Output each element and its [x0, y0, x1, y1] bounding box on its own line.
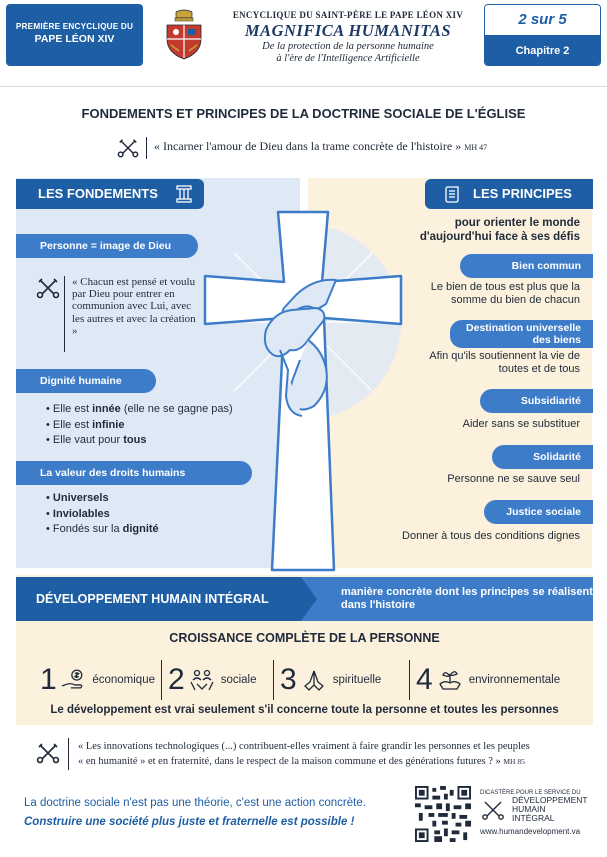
dignite-label: Dignité humaine — [16, 369, 156, 393]
badge-line1: PREMIÈRE ENCYCLIQUE DU — [15, 22, 134, 31]
developpement-subtitle: manière concrète dont les principes se réalisent dans l'histoire — [301, 577, 593, 621]
dicastery-name-3: INTÉGRAL — [512, 813, 555, 823]
dignite-list — [46, 402, 256, 449]
encyclical-subtitle-line: ENCYCLIQUE DU SAINT-PÈRE LE PAPE LÉON XIV — [232, 10, 464, 20]
arrow-tip — [301, 577, 317, 621]
column-icon — [176, 185, 192, 203]
people-hands-icon — [189, 668, 215, 692]
droits-label: La valeur des droits humains — [16, 461, 252, 485]
developpement-statement: Le développement est vrai seulement s'il concerne toute la personne et toutes les personnes — [50, 704, 559, 716]
crossed-keys-icon — [36, 276, 60, 300]
encyclical-description-1: De la protection de la personne humaine — [262, 41, 434, 52]
list-item: • Universels — [46, 491, 246, 507]
money-hand-icon — [61, 668, 87, 692]
list-item: • Inviolables — [46, 507, 246, 523]
dicastery-small: DICASTÈRE POUR LE SERVICE DU — [480, 790, 581, 796]
bottom-quote-line2: « en humanité » et en fraternité, dans le respect de la maison commune et des générations futures ? » — [78, 755, 501, 767]
justice-text: Donner à tous des conditions dignes — [402, 530, 580, 542]
list-item: • Fondés sur la dignité — [46, 522, 246, 538]
list-item: • Elle est infinie — [46, 418, 256, 434]
developpement-title: DÉVELOPPEMENT HUMAIN INTÉGRAL — [16, 577, 301, 621]
personne-label: Personne = image de Dieu — [16, 234, 198, 258]
bien-commun-text: Le bien de tous est plus que la somme du bien de chacun — [430, 281, 580, 306]
top-quote — [154, 139, 584, 154]
dimension-item: 4 environnementale — [416, 663, 561, 696]
solidarite-label: Solidarité — [492, 445, 593, 469]
encyclical-title: MAGNIFICA HUMANITAS — [244, 21, 452, 40]
dicastery-name-2: HUMAIN — [512, 804, 546, 814]
encyclical-description-2: à l'ère de l'Intelligence Artificielle — [276, 53, 420, 64]
quote-divider — [68, 738, 69, 770]
solidarite-text: Personne ne se sauve seul — [447, 473, 580, 485]
top-quote-text: « Incarner l'amour de Dieu dans la trame concrète de l'histoire » — [154, 139, 462, 153]
bottom-quote-line1: « Les innovations technologiques (...) contribuent-elles vraiment à faire grandir les personnes et les peuples — [78, 741, 530, 752]
chapter-label: Chapitre 2 — [485, 35, 600, 66]
footer-statement: La doctrine sociale n'est pas une théorie, c'est une action concrète. — [24, 797, 366, 809]
subsidiarite-label: Subsidiarité — [480, 389, 593, 413]
list-item: • Elle est innée (elle ne se gagne pas) — [46, 402, 256, 418]
encyclical-badge — [6, 4, 143, 66]
badge-line2: PAPE LÉON XIV — [34, 33, 115, 45]
droits-list — [46, 491, 246, 538]
dimension-item: 1 économique — [34, 660, 162, 700]
footer-call-to-action: Construire une société plus juste et fraternelle est possible ! — [24, 816, 355, 828]
quote-divider — [64, 276, 65, 352]
crossed-keys-icon — [117, 137, 139, 159]
plant-hand-icon — [437, 668, 463, 692]
destination-text: Afin qu'ils soutiennent la vie de toutes et de tous — [429, 350, 580, 375]
praying-hands-icon — [301, 668, 327, 692]
fondements-title: LES FONDEMENTS — [38, 186, 158, 201]
encyclical-header — [214, 10, 482, 65]
principes-intro: pour orienter le monde d'aujourd'hui face à ses défis — [419, 217, 580, 243]
papal-crest-icon — [163, 9, 205, 61]
bottom-quote-ref: MH 85 — [503, 756, 525, 766]
personne-quote: « Chacun est pensé et voulu par Dieu pour entrer en communion avec Lui, avec les autres et avec la création » — [72, 276, 196, 337]
dicastery-url[interactable]: www.humandevelopment.va — [480, 827, 581, 836]
principes-title: LES PRINCIPES — [473, 186, 572, 201]
page-number: 2 sur 5 — [485, 5, 600, 35]
fondements-header — [16, 179, 204, 209]
scroll-icon — [445, 185, 461, 203]
list-item: • Elle vaut pour tous — [46, 433, 256, 449]
quote-divider — [146, 137, 147, 159]
subsidiarite-text: Aider sans se substituer — [462, 418, 580, 430]
bien-commun-label: Bien commun — [460, 254, 593, 278]
page-indicator — [484, 4, 601, 66]
header-divider — [0, 86, 607, 87]
dimension-item: 2 sociale — [162, 660, 274, 700]
top-quote-ref: MH 47 — [464, 143, 488, 152]
crossed-keys-icon — [480, 799, 506, 821]
principes-header — [425, 179, 593, 209]
dimension-item: 3 spirituelle — [274, 660, 410, 700]
justice-label: Justice sociale — [484, 500, 593, 524]
destination-label: Destination universelle des biens — [450, 320, 593, 348]
crossed-keys-icon — [36, 741, 60, 765]
bottom-quote — [78, 740, 598, 769]
qr-code-icon — [415, 786, 471, 842]
page-title: FONDEMENTS ET PRINCIPES DE LA DOCTRINE SOCIALE DE L'ÉGLISE — [81, 106, 526, 121]
croissance-title: CROISSANCE COMPLÈTE DE LA PERSONNE — [169, 631, 440, 645]
dicastery-name-1: DÉVELOPPEMENT — [512, 795, 588, 805]
dimensions-row — [34, 660, 578, 700]
